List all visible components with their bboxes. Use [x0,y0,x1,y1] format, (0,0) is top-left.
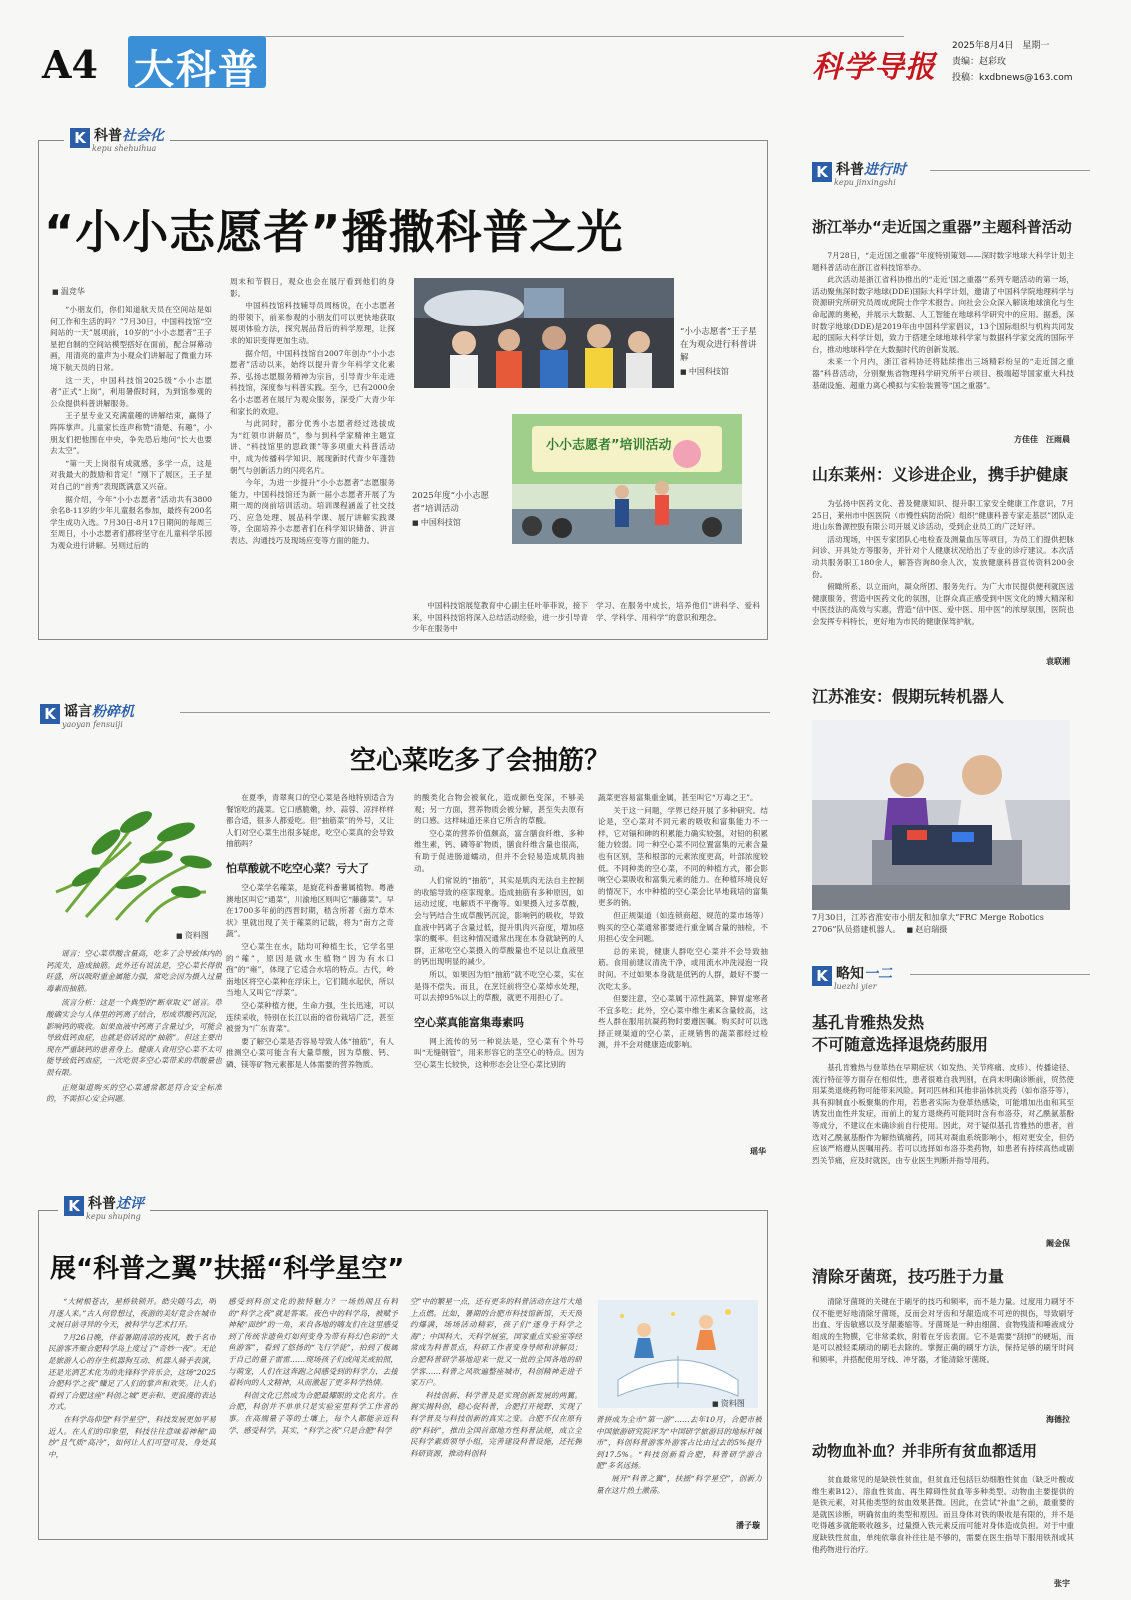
sidebar-story-3-head: 江苏淮安：假期玩转机器人 [812,687,1005,706]
photo1-caption: “小小志愿者”王子星在为观众进行科普讲解 ■ 中国科技馆 [680,326,760,379]
review-col-3: 空”中的繁星一点，还有更多的科普活动在这片大地上点燃。比如，暑期的合肥市科技馆新馆，天天预约爆满，场场活动精彩，孩子们“逐身于科学之海”；中国科大、天科学展室，国家重点实验室等经常成为科普景点，科研工作者变身导师和讲解员；合肥科普研学基地迎来一批又一批的全国各地的研学客……科普之风吹遍整座城市，科创精神走进千家万户。 科技创新、科学普及是实现创新发展的两翼。握实揭科创，稳心促科普，合肥打开视野、实现了科学普及与科技创新的真实之变。合肥不仅在原有的“科砖”，推出全国首部地方性科普法规，成立全民科学素质领导小组，完善建设科普设施，还托握科研资源，推动科创科 [410,1297,582,1458]
sidebar-story-1-byline: 方佳佳 汪雨晨 [1014,434,1070,444]
top-col-3: 中国科技馆展览教育中心副主任叶菲菲说，接下来，中国科技馆将深入总结活动经验，进一步引导青少年在服务中 [412,601,588,634]
rumor-subhead-2: 空心菜真能富集毒素吗 [414,1015,524,1029]
k-logo-icon: K [812,966,832,986]
rumor-byline: 瑶华 [750,1146,766,1156]
photo2-caption: 2025年度“小小志愿者”培训活动 ■ 中国科技馆 [412,490,508,530]
photo-training-activity [512,414,742,544]
sidebar-story-6-body: 贫血最常见的是缺铁性贫血，但贫血还包括巨幼细胞性贫血（缺乏叶酸或维生素B12）、溶血性贫血、再生障碍性贫血等多种类型。动物血主要提供的是铁元素，对其他类型的贫血效果甚微。因此，在尝试“补血”之前，最重要的是就医诊断，明确贫血的类型和原因。而且身体对铁的吸收是有限的，并不是吃得越多就能吸收越多，过量摄入铁元素反而可能对身体造成负担。对于中重度缺铁性贫血，单纯依靠食补往往是不够的，需要在医生指导下服用铁剂或其他药物进行治疗。 [812,1475,1074,1554]
k-logo-icon: K [64,1196,84,1216]
section-banner-title: 大科普 [134,47,260,93]
rumor-col-2: 的酸类化合物会被氧化，造成颜色变深，不够美观；另一方面，营养物质会被分解，甚至失去原有的口感。这样味道还来自它所含的草酸。 空心菜的营养价值颇高，富含膳食纤维、多种维生素，钙、磷等矿物质，膳食纤维含量也很高，有助于促进肠道蠕动，但并不会轻易造成肌肉抽动。 人们常说的“抽筋”，其实是肌肉无法自主控制的收缩导致的痉挛现象。造成抽筋有多种原因，如运动过度、电解质不平衡等。如果摄入过多草酸，会与钙结合生成草酸钙沉淀，影响钙的吸收，导致血液中钙离子含量过低，提升肌肉兴奋度，增加痉挛的概率。但这种情况通常出现在本身就缺钙的人群，正常吃空心菜摄入的草酸量也不足以让血液里的钙出现明显的减少。 所以，如果因为怕“抽筋”就不吃空心菜，实在是得不偿失。而且，在烹饪前将空心菜焯水处理，可以去掉95%以上的草酸，就更不用担心了。 空心菜真能富集毒素吗 网上流传的另一种说法是，空心菜有个外号叫“无缝钢管”，用来形容它的茎空心的特点。因为空心菜生长较快，这种形态会让空心菜比别的 [414,793,584,1069]
sidebar-story-3-caption: 7月30日，江苏省淮安市小朋友和加拿大“FRC Merge Robotics 2706”队员搭建机器人。■ 赵启瑞摄 [812,912,1074,936]
masthead-rule [264,36,904,37]
rumor-image-credit: ■ 资料图 [176,930,209,941]
sidebar-story-5-byline: 海德拉 [1046,1414,1070,1424]
sidebar-story-6-byline: 张宇 [1054,1578,1070,1588]
sidebar-story-1-body: 7月28日，“走近国之重器”年度特别策划——深时数字地球大科学计划主题科普活动在浙江省科技馆举办。 此次活动是浙江省科协推出的“走近‘国之重器’”系列专题活动的第一场，活动聚焦深时数字地球(DDE)国际大科学计划，邀请了中国科学院地理科学与资源研究所研究员周成虎院士作学术报告。向社会公众深入解读地球演化与生命起源的奥秘，并展示大数据、人工智能在地球科学研究中的应用。据悉，深时数字地球(DDE)是2019年由中国科学家倡议，13个国际组织与机构共同发起的国际大科学计划，致力于搭建全球地球科学家与数据科学家交流的国际平台，推动地球科学在大数据时代的创新发展。 未来一个月内，浙江省科协还将陆续推出三场精彩纷呈的“走近国之重器”科普活动，分别聚焦省物理科学研究所平台项目、极端超导国家重大科技基础设施、超重力离心模拟与实验装置等“国之重器”。 [812,251,1074,390]
rumor-col-1: 在夏季，青翠爽口的空心菜是各地特别适合为餐馆吃的蔬菜。它口感脆嫩，炒、蒜蓉、凉拌样样都合适，很多人都爱吃。但“抽筋菜”的外号，又让人们对空心菜生出很多疑虑。吃空心菜真的会导致抽筋吗？ 怕草酸就不吃空心菜？亏大了 空心菜学名蕹菜，是旋花科番薯属植物。粤港澳地区叫它“通菜”，川渝地区则叫它“藤藤菜”。早在1700多年前的西晋时期，嵇含所著《南方草木状》里就出现了关于蕹菜的记载，将为“南方之奇蔬”。 空心菜生在水，陆均可种植生长，它学名里的“蕹”，原因是就水生植物“因为有水口孢”的“雍”，体现了它适合水培的特点。古代，岭南地区将空心菜种在浮床上，它们随水起伏，所以当地人又叫它“浮菜”。 空心菜种植方便，生命力强，生长迅速，可以连续采收，特别在长江以南的省份栽培广泛，甚至被誉为“广东青菜”。 要了解空心菜是否容易导致人体“抽筋”，有人推测空心菜可能含有大量草酸，因为草酸、钙、磷、镁等矿物元素都是人体需要的营养物质。 [226,793,394,1069]
masthead-info [952,38,1073,86]
sidebar-story-1-head: 浙江举办“走近国之重器”主题科普活动 [812,218,1072,236]
sidebar-story-2-byline: 袁联湘 [1046,656,1070,666]
rumor-left-col: 谣言：空心菜草酸含量高，吃多了会导致体内的钙流失，造成抽筋。此外还有说法是，空心菜长得很旺盛，所以吸附重金属能力强，常吃会因为摄入过量毒素而抽筋。 流言分析：这是一个典型的“断章取义”谣言。草酸确实会与人体里的钙离子结合，形成草酸钙沉淀，影响钙的吸收。如果血液中钙离子含量过少，可能会导致低钙血症，也就是俗话说的“抽筋”。但这主要出现在严重缺钙的患者身上。健康人食用空心菜不太可能导致低钙血症，一次吃很多空心菜带来的草酸量也很有限。 正规渠道购买的空心菜通常都是符合安全标准的，不需担心安全问题。 [46,949,222,1104]
rumor-section-header [40,704,134,730]
review-col-1: “大树根苍古，星桥铁锁开。皓尖随马去，明月逐人来。”古人何曾想过，夜游的美好竟会在城市文展日前寻异的今天，被科学与艺术打开。 7月26日晚，伴着暑期清凉的夜风，数千名市民游客齐聚合肥科学岛上度过了“奇妙一夜”。无论是旅游人心的存生机器狗互动、机器人骑手表演，还是光洒艺术化为的先锋科学音乐会，这场“2025合肥科学之夜”赚足了人们的掌声和欢笑。让人们看到了合肥这座“科创之城”更亲和、更浪漫的表达方式。 在科学岛仰望“科学星空”，科技发展更加平易近人。在人们的印象里，科技往往意味着神秘“面纱”且气质“高冷”，如何让人们可望可及、身处其中， [48,1297,216,1459]
sidebar-section-header [812,162,906,188]
rumor-headline: 空心菜吃多了会抽筋？ [350,746,611,776]
top-author: ■ 温竞华 [52,286,85,297]
email-line: 投稿：kxdbnews@163.com [952,73,1073,83]
section-pinyin: luezhi yier [834,982,877,991]
sidebar-story-4-head: 基孔肯雅热发热 不可随意选择退烧药服用 [812,1013,989,1054]
section-pinyin: kepu shuping [86,1212,141,1221]
robot-building-photo [812,720,1070,910]
sidebar-section-2-header [812,966,892,992]
review-col-2: 感受到科创文化的独特魅力？一场热闹且有料的“科学之夜”就是答案。夜色中的科学岛，被赋予神秘“面纱”的一角，来自各地的嗨友们在这里感受到了传统非遗鱼灯如何变身为带有科幻色彩的“大鱼游客”，看到了悠扬的“飞行学徒”，拍到了极属于自己的量子雷雷……现场孩子们或闯关或拍照，与萌宠，人们在这奔跑之间感受到的科学力、去接着转向的人文精神，从而激起了更多科学热情。 科创文化已然成为合肥最耀眼的文化名片。在合肥，科创并不单单只是实验室里科学工作者的事。在高端量子等的土壤上，每个人都能亲近科学、感受科学。其实，“科学之夜”只是合肥“科学 [228,1297,398,1435]
k-logo-icon: K [40,704,60,724]
sidebar-story-5-head: 清除牙菌斑，技巧胜于力量 [812,1267,1005,1286]
sidebar-story-2-body: 为弘扬中医药文化、普及健康知识、提升职工家安全健康工作意识，7月25日，莱州市中医医院（市慢性病防治院）组织“健康科普专家走基层”团队走进山东鲁源控股有限公司开展义诊活动，受到企业员工的广泛好评。 活动现场，中医专家团队心电检查及测量血压等项目，为员工们提供把脉问诊、开具处方等服务，并针对个人健康状况给出了专业的诊疗建议。本次活动共服务职工180余人，解答咨询80余人次，发放健康科普宣传资料200余份。 俯瞰所系、以立而向，凝众所团、服务先行。为广大市民提供便利就医送健康服务，营造中医药文化的氛围，让群众真正感受到中医文化的博大精深和中医技法的高效与实惠，营造“信中医、爱中医、用中医”的浓厚氛围，医院也会发挥专科特长，更好地为市民的健康保驾护航。 [812,499,1074,626]
review-image-credit: ■ 资料图 [712,1398,745,1409]
section-label: 略知一二 [836,966,892,982]
rumor-col-3: 蔬菜更容易富集重金属，甚至叫它“万毒之王”。 关于这一问题，学界已经开展了多种研究。结论是，空心菜对不同元素的吸收和富集能力不一样，它对镉和砷的积累能力确实较强，对铅的积累能力较弱。同一种空心菜不同位置富集的元素含量也有区别，茎和根部的元素浓度更高，叶部浓度较低。不同种类的空心菜，不同的种植方式，都会影响空心菜吸收和富集元素的能力。在种植环境良好的情况下，水中种植的空心菜会比旱地栽培的富集更多的钠。 但正规渠道（如连锁商超、规范的菜市场等）购买的空心菜通常都要进行重金属含量的抽检，不用担心安全问题。 总的来说，健康人群吃空心菜并不会导致抽筋。食用前建议清洗干净，或用流水冲洗浸泡一段时间。不过如果本身就是低钙的人群，最好不要一次吃太多。 但要注意，空心菜属于凉性蔬菜，脾胃虚寒者不宜多吃；此外，空心菜中维生素K含量较高，这些人群在服用抗凝药物时要遵医嘱。购买时可以选择正规渠道的空心菜，正规销售的蔬菜都经过检测，并不会对健康造成影响。 [598,793,768,1050]
sidebar-story-6-head: 动物血补血？并非所有贫血都适用 [812,1442,1038,1460]
top-section-header [64,128,170,154]
review-headline: 展“科普之翼”扶摇“科学星空” [50,1254,405,1284]
sidebar-story-5-body: 清除牙菌斑的关键在于刷牙的技巧和频率，而不是力量。过度用力刷牙不仅不能更好地清除牙菌斑，反而会对牙齿和牙龈造成不可逆的损伤，导致刷牙出血、牙齿敏感以及牙龈萎缩等。牙菌斑是一种由细菌、食物残渣和唾液成分组成的生物膜，它非常柔软，附着在牙齿表面。它不是需要“刮掉”的硬垢，而是可以被轻柔刷动的刷毛去除的。掌握正确的刷牙方法，保持足够的刷牙时间和频率，并搭配使用牙线、冲牙器，才能清除牙菌斑。 [812,1297,1074,1364]
editor-line: 责编：赵彩玫 [952,57,1007,67]
k-logo-icon: K [812,162,832,182]
top-headline: “小小志愿者”播撒科普之光 [44,205,624,259]
top-col-2: 周末和节假日，观众也会在展厅看到他们的身影。 中国科技馆科技辅导员周杨说，在小志愿者的带领下，前来参观的小朋友们可以更快地获取展项体验方法，探究展品背后的科学原理，让探求的知识变得更加生动。 据介绍，中国科技馆自2007年创办“小小志愿者”活动以来，始终以提升青少年科学文化素养、弘扬志愿服务精神为宗旨，引导青少年走进科技馆，深度参与科普实践。至今，已有2000余名小志愿者在展厅为观众服务，深受广大青少年和家长的欢迎。 与此同时，都分优秀小志愿者经过选拔成为“红领巾讲解员”，参与到科学家精神主题宣讲、“科技馆里的思政课”等多项重大科普活动中，成为传播科学知识、展现新时代青少年蓬勃朝气与创新活力的闪亮名片。 今年，为进一步提升“小小志愿者”志愿服务能力，中国科技馆还为新一届小志愿者开展了为期一周的岗前培训活动。培训课程涵盖了社交技巧、应急处理、展品科学课、展厅讲解实践课等，全面培养小志愿者们在科学知识储备、讲言表达、沟通技巧及现场应变等方面的能力。 [230,277,395,546]
science-wings-illustration [598,1300,758,1408]
review-section-header [58,1196,150,1222]
sidebar-story-4-body: 基孔肯雅热与登革热在早期症状（如发热、关节疼痛、皮疹）、传播途径、流行特征等方面存在相似性，患者很难自我判别，在尚未明确诊断前，贸然使用某类退烧药物可能带来风险。阿司匹林和其他非甾体抗炎药（如布洛芬等），具有抑制血小板聚集的作用，若患者实际为登革热感染，可能增加出血和其至诱发出血性并发症，而前上的复方退烧药可能同时含有布洛芬，对乙酰氨基酚等成分，不建议在未确诊前自行使用。因此，对于疑似基孔肯雅热的患者，首选对乙酰氨基酚作为解热镇痛药，同其对凝血系统影响小，相对更安全，但仍应该严格遵从医嘱用药。若可以选择如布洛芬类药物，如患者有持续高热或剧烈关节痛，应及时就医，由专业医生判断并指导用药。 [812,1063,1074,1165]
rumor-rule [180,712,770,713]
k-logo-icon: K [70,128,90,148]
section-pinyin: kepu jinxingshi [834,178,896,187]
paper-logo: 科学导报 [812,50,936,85]
rumor-subhead-1: 怕草酸就不吃空心菜？亏大了 [226,861,369,875]
section-label: 谣言粉碎机 [64,704,134,720]
sidebar-story-2-head: 山东莱州：义诊进企业，携手护健康 [812,465,1069,484]
water-spinach-image [46,782,214,932]
review-col-4: 普拼成为全市“第一游”……去年10月，合肥市被中国旅游研究院评为“中国研学旅游目的地标杆城市”，科创科普游客外游客占比由过去的5%提升到17.5%。“科技创新看合肥，科普研学游合肥”多名远扬。 展开“科普之翼”，扶摇“科学星空”，创新力量在这片热土激荡。 [596,1415,762,1495]
review-byline: 潘子璇 [736,1520,760,1530]
section-label: 科普社会化 [94,128,164,144]
section-pinyin: yaoyan fensuiji [62,720,123,729]
page-number: A4 [42,42,98,87]
photo2-banner-text: 小小志愿者”培训活动 [546,438,672,453]
top-col-4: 学习、在服务中成长，培养他们“讲科学、爱科学、学科学、用科学”的意识和理念。 [596,601,760,622]
top-col-1: “小朋友们，你们知道航天员在空间站是如何工作和生活的吗？”7月30日，中国科技馆“空间站的一天”展项前，10岁的“小小志愿者”王子星把自制的空间站模型搭好在面前，配合屏幕动画，用清亮的童声为小观众们讲解起了微重力环境下航天员的日常。 这一天，中国科技馆2025级“小小志愿者”正式“上岗”，利用暑假时间，为到馆参观的公众提供科普讲解服务。 王子星专业又充满童趣的讲解结束，赢得了阵阵掌声。儿童家长连声称赞“清楚、有趣”，小朋友们把他围在中央，争先恐后地问“长大也要去太空”。 “第一天上岗很有成就感，多学一点，这是对我最大的鼓励和肯定！”刚下了展区，王子星对自己的“首秀”表现既满意又兴奋。 据介绍，今年“小小志愿者”活动共有3800余名8-11岁的少年儿童报名参加，最终有200名学生成功入选。7月30日-8月17日期间的每周三至周日，小小志愿者们都将坚守在儿童科学乐园为观众进行讲解。另则过后的 [50,305,212,550]
masthead [34,30,1097,92]
sidebar-story-4-byline: 阚金保 [1046,1238,1070,1248]
section-pinyin: kepu shehuihua [92,144,157,153]
photo-volunteer-explaining [414,278,674,388]
section-label: 科普进行时 [836,162,906,178]
sidebar-mid-rule [910,974,1090,975]
sidebar-top-rule [930,170,1090,171]
issue-date: 2025年8月4日 星期一 [952,41,1050,51]
section-label: 科普述评 [88,1196,144,1212]
